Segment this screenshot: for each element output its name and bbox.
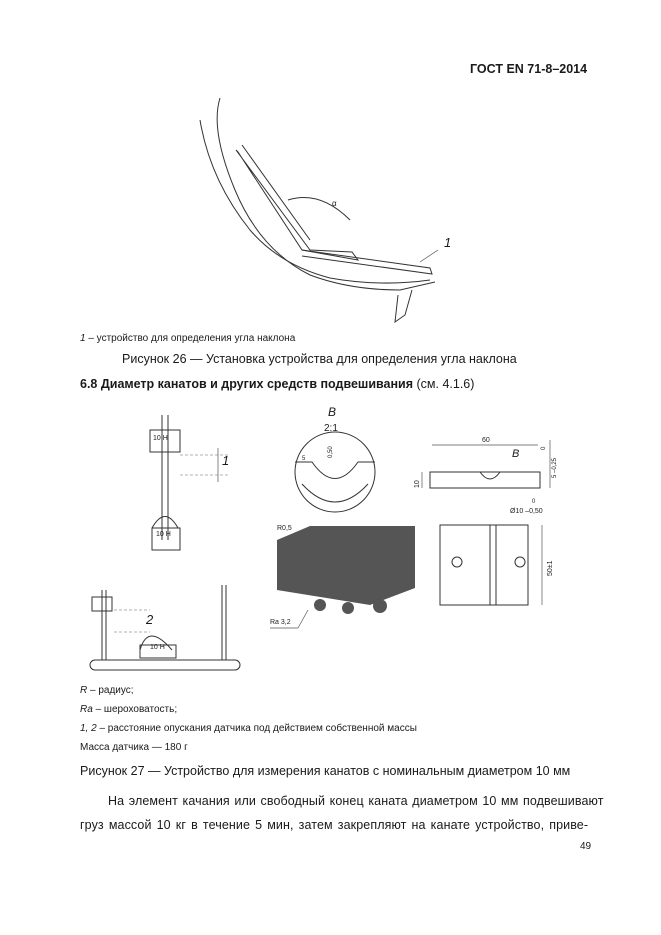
load-top-label: 10 H (153, 435, 168, 442)
legend-text: – шероховатость; (92, 704, 178, 715)
svg-text:α: α (332, 199, 337, 208)
legend-symbol: Ra (80, 704, 93, 715)
section-ref: (см. 4.1.6) (413, 377, 475, 391)
load-lower-label: 10 H (150, 644, 165, 651)
legend-symbol: R (80, 685, 88, 696)
legend-text: – устройство для определения угла наклона (85, 333, 296, 344)
ra-label: Ra 3,2 (270, 619, 291, 626)
figure-26-legend (80, 333, 295, 344)
detail-letter-right: B (512, 448, 520, 460)
load-bottom-label: 10 H (156, 531, 171, 538)
legend-text: – радиус; (87, 685, 134, 696)
legend-item (80, 719, 417, 738)
dim-50: 50±1 (547, 560, 554, 576)
figure-26-drawing (180, 90, 480, 330)
document-header: ГОСТ EN 71-8–2014 (470, 62, 588, 76)
figure-27-caption: Рисунок 27 — Устройство для измерения канатов с номинальным диаметром 10 мм (80, 764, 571, 778)
legend-text: – расстояние опускания датчика под действием собственной массы (96, 723, 417, 734)
page-number: 49 (580, 841, 592, 852)
figure-26-callout: 1 (444, 235, 452, 250)
dim-tol-zero: 0 (541, 446, 547, 450)
r-label: R0,5 (277, 525, 292, 532)
dim-5: 5 (302, 456, 306, 462)
dim-10: 10 (414, 480, 421, 488)
legend-item (80, 681, 417, 700)
paragraph-line-2: груз массой 10 кг в течение 5 мин, затем закрепляют на канате устройство, приве- (80, 818, 589, 832)
dim-050: 0,50 (328, 446, 334, 458)
detail-scale: 2:1 (324, 423, 338, 434)
legend-number: 1 (80, 333, 86, 344)
paragraph-line-1: На элемент качания или свободный конец каната диаметром 10 мм подвешивают (108, 794, 604, 808)
figure-27-drawing (80, 400, 590, 680)
callout-1: 1 (222, 453, 230, 468)
legend-symbol: 1, 2 (80, 723, 97, 734)
mass-note: Масса датчика — 180 г (80, 742, 188, 753)
dim-dia: Ø10 –0,50 (510, 508, 543, 515)
callout-2: 2 (146, 612, 154, 627)
section-heading (80, 377, 474, 391)
section-title: 6.8 Диаметр канатов и других средств подвешивания (80, 377, 414, 391)
legend-item (80, 700, 417, 719)
figure-26-caption: Рисунок 26 — Установка устройства для определения угла наклона (122, 352, 517, 366)
dim-tol: 5 –0,25 (552, 457, 558, 478)
dim-60: 60 (482, 437, 490, 444)
figure-27-legend (80, 681, 417, 757)
dim-dia-zero: 0 (532, 499, 536, 505)
detail-letter: B (328, 405, 337, 419)
